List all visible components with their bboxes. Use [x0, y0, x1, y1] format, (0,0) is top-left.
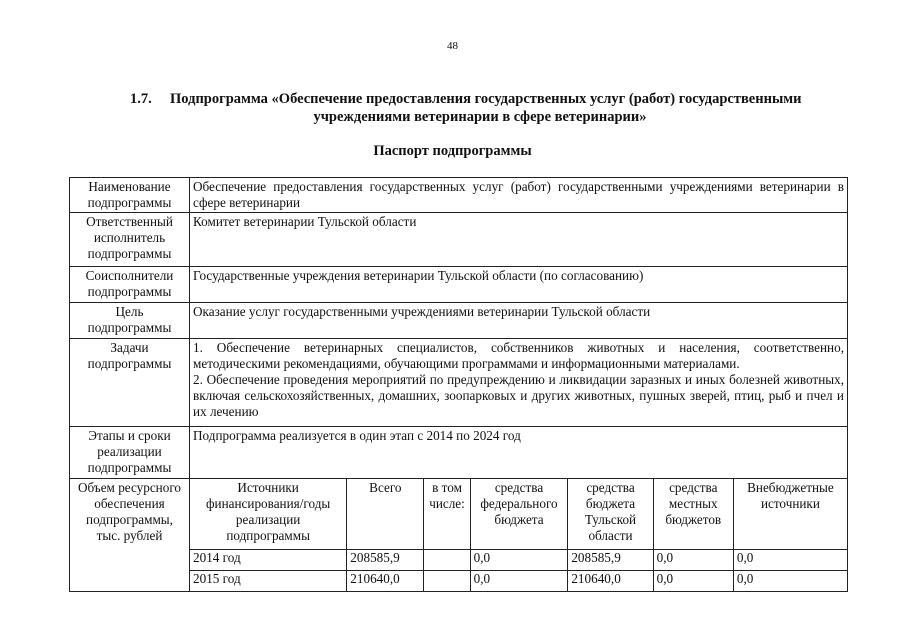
local-cell: 0,0 [653, 570, 733, 591]
header-federal: средства федерального бюджета [470, 479, 568, 549]
table-row [70, 213, 848, 267]
header-total: Всего [347, 479, 424, 549]
total-cell: 210640,0 [347, 570, 424, 591]
table-row [70, 339, 848, 427]
extra-cell: 0,0 [733, 570, 847, 591]
table-row [70, 303, 848, 339]
row-label: Задачи подпрограммы [70, 339, 190, 427]
passport-title: Паспорт подпрограммы [373, 143, 532, 159]
row-value: Обеспечение предоставления государственных услуг (работ) государственными учреждениями ветеринарии в сфере ветеринарии [190, 178, 848, 213]
section-number: 1.7. [130, 91, 152, 107]
task-2: 2. Обеспечение проведения мероприятий по предупреждению и ликвидации заразных и иных болезней животных, включая сельскохозяйственных, домашних, зоопарковых и других животных, пушных зверей, птиц, рыб и пчел и их лечению [193, 372, 844, 419]
local-cell: 0,0 [653, 549, 733, 570]
including-cell [424, 549, 470, 570]
row-label: Ответственный исполнитель подпрограммы [70, 213, 190, 267]
row-label: Объем ресурсного обеспечения подпрограммы, тыс. рублей [70, 479, 190, 592]
finance-header-row [190, 479, 847, 549]
header-extra: Внебюджетные источники [733, 479, 847, 549]
table-row [190, 570, 847, 591]
row-value [190, 339, 848, 427]
section-title-line1: Подпрограмма «Обеспечение предоставления государственных услуг (работ) государственными [170, 91, 802, 107]
table-row [70, 178, 848, 213]
row-label: Цель подпрограммы [70, 303, 190, 339]
header-source: Источники финансирования/годы реализации подпрограммы [190, 479, 347, 549]
federal-cell: 0,0 [470, 549, 568, 570]
header-including: в том числе: [424, 479, 470, 549]
header-regional: средства бюджета Тульской области [568, 479, 653, 549]
table-row [190, 549, 847, 570]
header-local: средства местных бюджетов [653, 479, 733, 549]
regional-cell: 210640,0 [568, 570, 653, 591]
row-label: Наименование подпрограммы [70, 178, 190, 213]
row-value: Государственные учреждения ветеринарии Тульской области (по согласованию) [190, 267, 848, 303]
total-cell: 208585,9 [347, 549, 424, 570]
task-1: 1. Обеспечение ветеринарных специалистов, собственников животных и населения, соответственно, методическими рекомендациями, обучающими программами и информационными материалами. [193, 340, 844, 371]
table-row [70, 479, 848, 592]
row-label: Этапы и сроки реализации подпрограммы [70, 427, 190, 479]
passport-table [69, 177, 848, 592]
page-number: 48 [447, 40, 458, 52]
including-cell [424, 570, 470, 591]
extra-cell: 0,0 [733, 549, 847, 570]
section-title-line2: учреждениями ветеринарии в сфере ветеринарии» [313, 109, 647, 125]
row-value: Подпрограмма реализуется в один этап с 2014 по 2024 год [190, 427, 848, 479]
row-value: Оказание услуг государственными учреждениями ветеринарии Тульской области [190, 303, 848, 339]
regional-cell: 208585,9 [568, 549, 653, 570]
year-cell: 2014 год [190, 549, 347, 570]
finance-cell [190, 479, 848, 592]
row-value: Комитет ветеринарии Тульской области [190, 213, 848, 267]
year-cell: 2015 год [190, 570, 347, 591]
finance-table [190, 479, 847, 591]
table-row [70, 427, 848, 479]
table-row [70, 267, 848, 303]
row-label: Соисполнители подпрограммы [70, 267, 190, 303]
federal-cell: 0,0 [470, 570, 568, 591]
